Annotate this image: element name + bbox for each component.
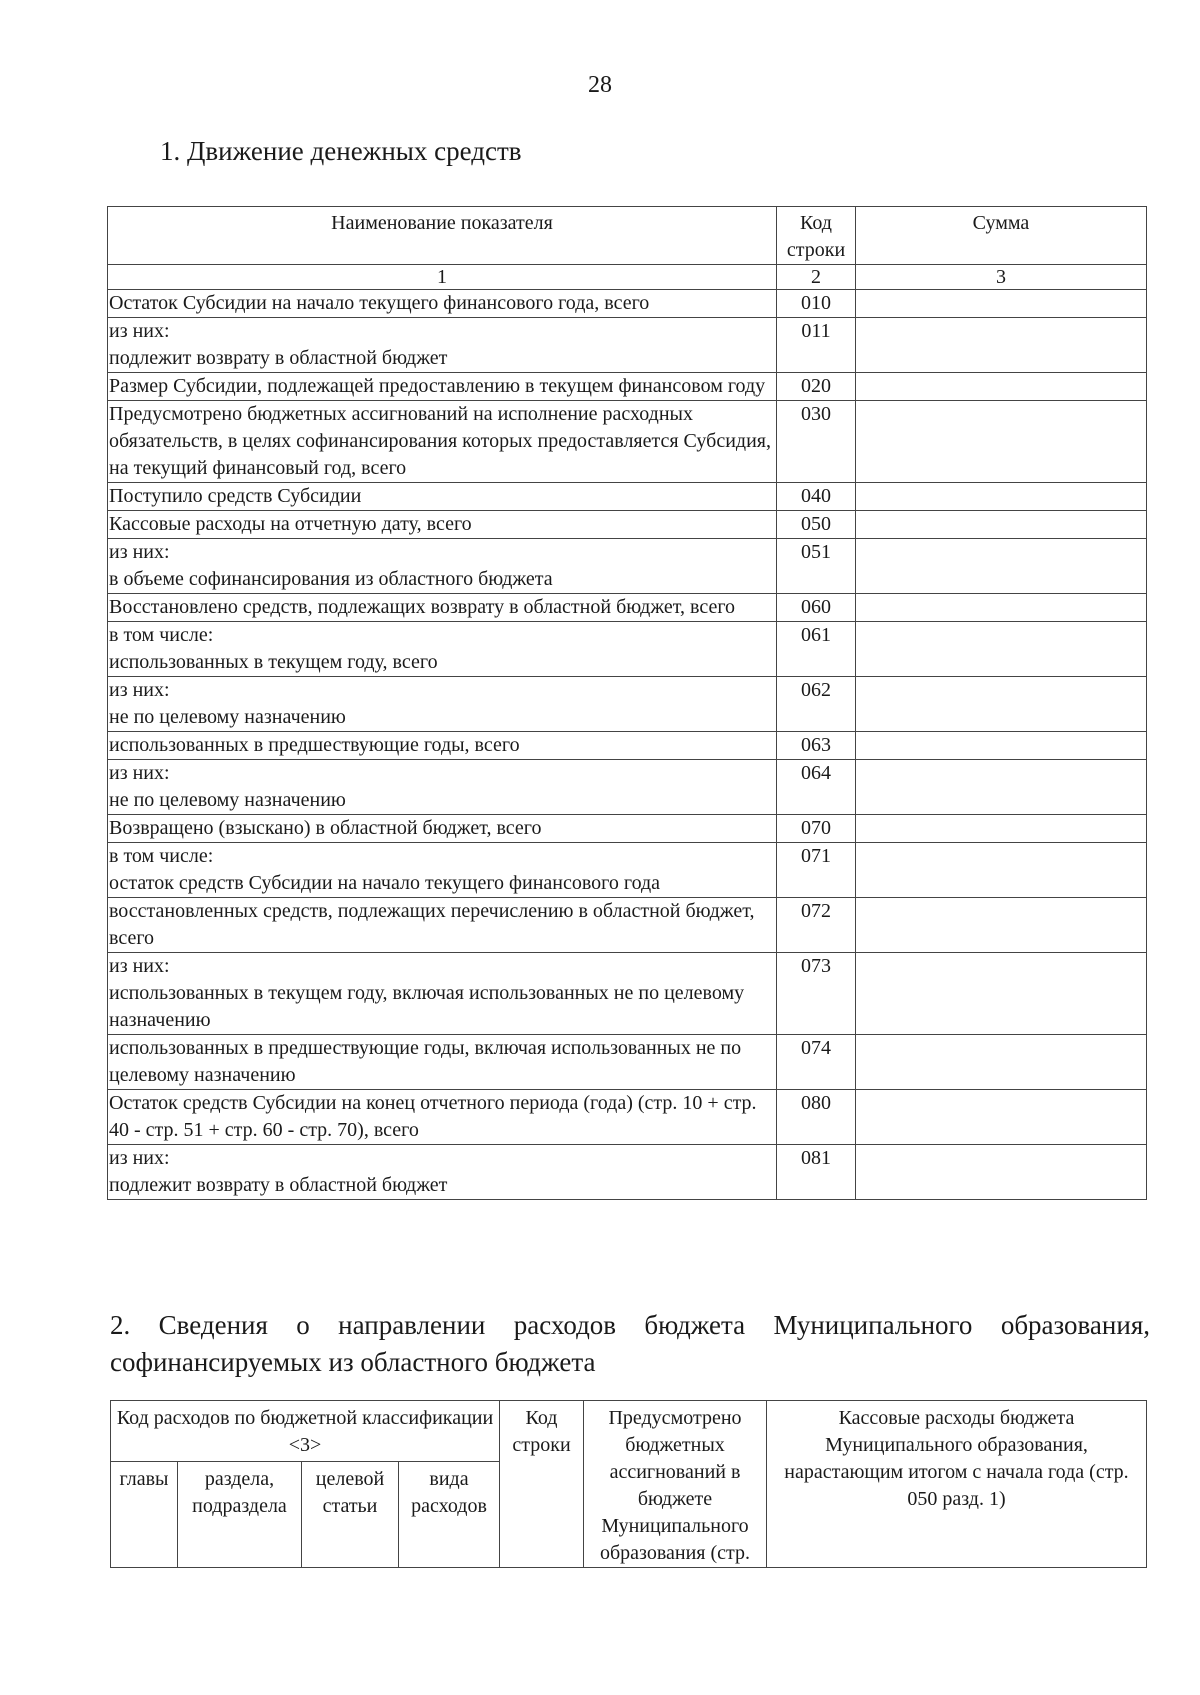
row-line-code: 010 bbox=[777, 290, 856, 318]
row-indicator-name: Кассовые расходы на отчетную дату, всего bbox=[108, 511, 777, 539]
row-line-code: 063 bbox=[777, 732, 856, 760]
row-indicator-name: использованных в предшествующие годы, всего bbox=[108, 732, 777, 760]
row-indicator-name: Размер Субсидии, подлежащей предоставлению в текущем финансовом году bbox=[108, 373, 777, 401]
header-section: раздела, подраздела bbox=[178, 1462, 302, 1568]
row-indicator-name: Предусмотрено бюджетных ассигнований на исполнение расходных обязательств, в целях софинансирования которых предоставляется Субсидия, на текущий финансовый год, всего bbox=[108, 401, 777, 483]
row-line-code: 060 bbox=[777, 594, 856, 622]
table-row bbox=[108, 677, 1147, 732]
table-row bbox=[108, 622, 1147, 677]
table-row bbox=[108, 732, 1147, 760]
header-chapter: главы bbox=[111, 1462, 178, 1568]
row-indicator-name: Восстановлено средств, подлежащих возврату в областной бюджет, всего bbox=[108, 594, 777, 622]
table-row bbox=[108, 1090, 1147, 1145]
row-sum-cell bbox=[856, 622, 1147, 677]
row-line-code: 064 bbox=[777, 760, 856, 815]
row-line-code: 062 bbox=[777, 677, 856, 732]
section-1-title: 1. Движение денежных средств bbox=[160, 136, 522, 166]
table-header-row bbox=[108, 207, 1147, 265]
row-line-code: 072 bbox=[777, 898, 856, 953]
table-row bbox=[108, 401, 1147, 483]
row-indicator-name: из них: не по целевому назначению bbox=[108, 677, 777, 732]
table-row bbox=[108, 1035, 1147, 1090]
row-sum-cell bbox=[856, 511, 1147, 539]
row-indicator-name: использованных в предшествующие годы, включая использованных не по целевому назначению bbox=[108, 1035, 777, 1090]
row-line-code: 061 bbox=[777, 622, 856, 677]
row-sum-cell bbox=[856, 373, 1147, 401]
column-index-3: 3 bbox=[856, 265, 1147, 290]
table-row bbox=[108, 843, 1147, 898]
row-indicator-name: из них: подлежит возврату в областной бюджет bbox=[108, 1145, 777, 1200]
row-sum-cell bbox=[856, 594, 1147, 622]
table-row bbox=[108, 815, 1147, 843]
row-line-code: 080 bbox=[777, 1090, 856, 1145]
row-sum-cell bbox=[856, 318, 1147, 373]
row-sum-cell bbox=[856, 815, 1147, 843]
row-sum-cell bbox=[856, 760, 1147, 815]
row-indicator-name: Возвращено (взыскано) в областной бюджет, всего bbox=[108, 815, 777, 843]
cash-flow-table bbox=[107, 206, 1147, 1200]
row-line-code: 070 bbox=[777, 815, 856, 843]
header-indicator-name: Наименование показателя bbox=[108, 207, 777, 265]
row-sum-cell bbox=[856, 1035, 1147, 1090]
table-row bbox=[108, 953, 1147, 1035]
table-row bbox=[108, 483, 1147, 511]
expenditure-table bbox=[110, 1400, 1147, 1568]
header-line-code: Код строки bbox=[500, 1401, 584, 1568]
row-indicator-name: в том числе: использованных в текущем году, всего bbox=[108, 622, 777, 677]
row-sum-cell bbox=[856, 483, 1147, 511]
page-number: 28 bbox=[588, 72, 612, 98]
table-row bbox=[108, 511, 1147, 539]
table-row bbox=[108, 760, 1147, 815]
row-line-code: 020 bbox=[777, 373, 856, 401]
row-line-code: 040 bbox=[777, 483, 856, 511]
column-index-1: 1 bbox=[108, 265, 777, 290]
row-sum-cell bbox=[856, 401, 1147, 483]
header-sum: Сумма bbox=[856, 207, 1147, 265]
row-indicator-name: Остаток Субсидии на начало текущего финансового года, всего bbox=[108, 290, 777, 318]
row-line-code: 081 bbox=[777, 1145, 856, 1200]
row-indicator-name: из них: использованных в текущем году, включая использованных не по целевому назначению bbox=[108, 953, 777, 1035]
row-line-code: 071 bbox=[777, 843, 856, 898]
header-planned-allocations: Предусмотрено бюджетных ассигнований в бюджете Муниципального образования (стр. bbox=[584, 1401, 767, 1568]
header-cash-expenses: Кассовые расходы бюджета Муниципального образования, нарастающим итогом с начала года (стр. 050 разд. 1) bbox=[767, 1401, 1147, 1568]
row-line-code: 011 bbox=[777, 318, 856, 373]
row-line-code: 074 bbox=[777, 1035, 856, 1090]
table-header-row bbox=[111, 1401, 1147, 1462]
header-expense-type: вида расходов bbox=[399, 1462, 500, 1568]
row-indicator-name: из них: подлежит возврату в областной бюджет bbox=[108, 318, 777, 373]
row-indicator-name: из них: не по целевому назначению bbox=[108, 760, 777, 815]
row-indicator-name: Остаток средств Субсидии на конец отчетного периода (года) (стр. 10 + стр. 40 - стр. 51 + стр. 60 - стр. 70), всего bbox=[108, 1090, 777, 1145]
row-sum-cell bbox=[856, 1145, 1147, 1200]
section-2-title: 2. Сведения о направлении расходов бюджета Муниципального образования, софинансируемых из областного бюджета bbox=[110, 1310, 1150, 1377]
row-indicator-name: восстановленных средств, подлежащих перечислению в областной бюджет, всего bbox=[108, 898, 777, 953]
column-index-row bbox=[108, 265, 1147, 290]
table-row bbox=[108, 318, 1147, 373]
table-row bbox=[108, 373, 1147, 401]
row-indicator-name: в том числе: остаток средств Субсидии на начало текущего финансового года bbox=[108, 843, 777, 898]
header-budget-classification-code: Код расходов по бюджетной классификации <3> bbox=[111, 1401, 500, 1462]
table-row bbox=[108, 290, 1147, 318]
header-line-code: Код строки bbox=[777, 207, 856, 265]
table-row bbox=[108, 898, 1147, 953]
row-line-code: 051 bbox=[777, 539, 856, 594]
table-row bbox=[108, 1145, 1147, 1200]
row-indicator-name: Поступило средств Субсидии bbox=[108, 483, 777, 511]
row-sum-cell bbox=[856, 898, 1147, 953]
row-line-code: 030 bbox=[777, 401, 856, 483]
row-line-code: 050 bbox=[777, 511, 856, 539]
row-sum-cell bbox=[856, 843, 1147, 898]
column-index-2: 2 bbox=[777, 265, 856, 290]
row-sum-cell bbox=[856, 1090, 1147, 1145]
table-row bbox=[108, 594, 1147, 622]
row-sum-cell bbox=[856, 290, 1147, 318]
table-row bbox=[108, 539, 1147, 594]
row-sum-cell bbox=[856, 732, 1147, 760]
row-line-code: 073 bbox=[777, 953, 856, 1035]
row-indicator-name: из них: в объеме софинансирования из областного бюджета bbox=[108, 539, 777, 594]
row-sum-cell bbox=[856, 953, 1147, 1035]
row-sum-cell bbox=[856, 539, 1147, 594]
header-target-article: целевой статьи bbox=[302, 1462, 399, 1568]
row-sum-cell bbox=[856, 677, 1147, 732]
